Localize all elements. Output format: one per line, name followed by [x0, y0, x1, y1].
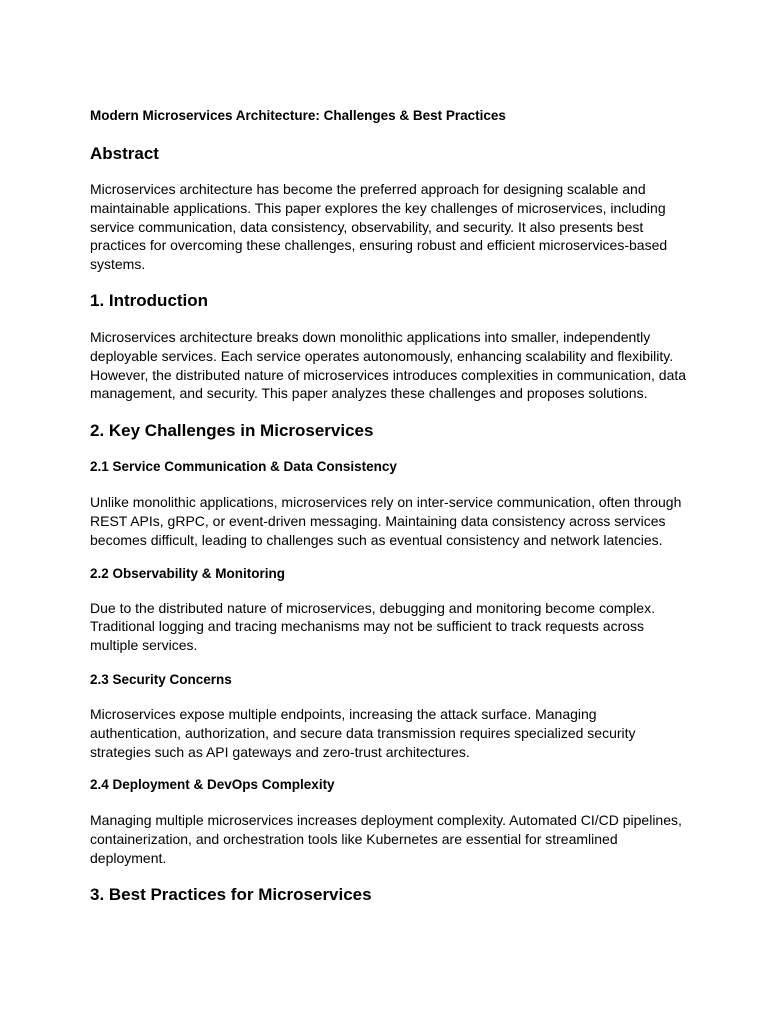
abstract-paragraph: Microservices architecture has become the preferred approach for designing scalable and maintainable applications. This paper explores the key challenges of microservices, including service communication, data consistency, observability, and security. It also presents best practices for overcoming these challenges, ensuring robust and efficient microservices-based systems. — [90, 181, 668, 273]
document-title: Modern Microservices Architecture: Challenges & Best Practices — [90, 108, 506, 123]
best-practices-heading: 3. Best Practices for Microservices — [90, 884, 372, 904]
subsection-paragraph-2-1: Unlike monolithic applications, microservices rely on inter-service communication, often through REST APIs, gRPC, or event-driven messaging. Maintaining data consistency across services becomes difficult, leading to challenges such as eventual consistency and network latencies. — [90, 494, 682, 548]
introduction-paragraph: Microservices architecture breaks down monolithic applications into smaller, independently deployable services. Each service operates autonomously, enhancing scalability and flexibility. However, the distributed nature of microservices introduces complexities in communication, data management, and security. This paper analyzes these challenges and proposes solutions. — [90, 328, 687, 402]
introduction-heading: 1. Introduction — [90, 290, 209, 310]
subsection-paragraph-2-3: Microservices expose multiple endpoints, increasing the attack surface. Managing authentication, authorization, and secure data transmission requires specialized security strategies such as API gateways and zero-trust architectures. — [90, 705, 636, 760]
subsection-heading-2-3: 2.3 Security Concerns — [90, 671, 232, 687]
subsection-heading-2-2: 2.2 Observability & Monitoring — [90, 565, 286, 581]
subsection-paragraph-2-2: Due to the distributed nature of microservices, debugging and monitoring become complex. Traditional logging and tracing mechanisms may not be sufficient to track requests across multiple services. — [90, 599, 655, 654]
subsection-heading-2-4: 2.4 Deployment & DevOps Complexity — [90, 777, 335, 793]
abstract-heading: Abstract — [90, 144, 159, 163]
subsection-paragraph-2-4: Managing multiple microservices increases deployment complexity. Automated CI/CD pipelines, containerization, and orchestration tools like Kubernetes are essential for streamlined deployment. — [90, 812, 682, 866]
challenges-heading: 2. Key Challenges in Microservices — [90, 421, 374, 441]
subsection-heading-2-1: 2.1 Service Communication & Data Consistency — [90, 459, 397, 475]
